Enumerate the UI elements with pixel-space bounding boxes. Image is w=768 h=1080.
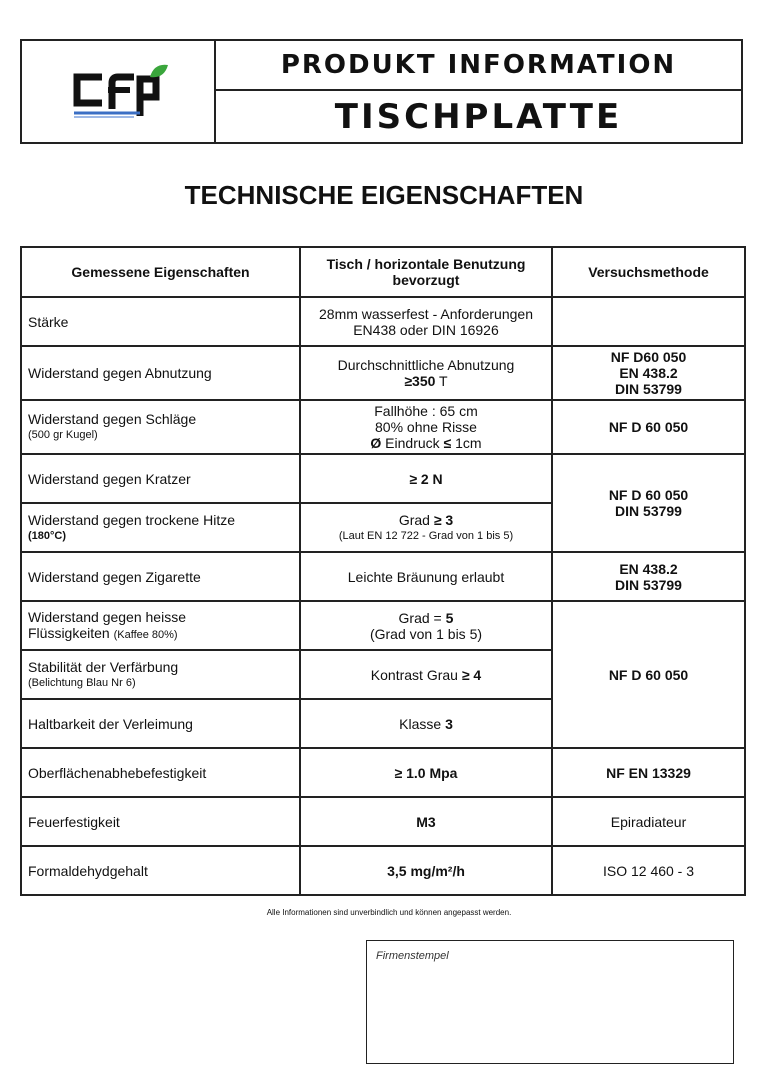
table-row [21,454,745,503]
table-row [21,797,745,846]
property-note: (Kaffee 80%) [113,628,178,641]
value-cell [300,699,552,748]
value-cell: M3 [300,797,552,846]
property-cell: Haltbarkeit der Verleimung [21,699,300,748]
value-line: Fallhöhe : 65 cm [374,403,478,419]
property-note: (500 gr Kugel) [28,429,98,441]
value-cell [300,601,552,650]
value-line [307,435,545,451]
header-method: Versuchsmethode [552,247,745,297]
method-line: NF D 60 050 [608,487,689,503]
cfp-logo [22,41,216,142]
value-line [307,610,545,626]
method-line: EN 438.2 [619,365,678,381]
method-cell: Epiradiateur [552,797,745,846]
method-cell: ISO 12 460 - 3 [552,846,745,895]
property-cell: Widerstand gegen Zigarette [21,552,300,601]
value-cell [300,297,552,346]
doc-title: PRODUKT INFORMATION [216,41,741,91]
property-label: Stabilität der Verfärbung [28,658,179,675]
value-bold: ≥ 3 [433,511,454,528]
method-line: DIN 53799 [615,381,682,397]
value-rest: Grad [398,511,434,528]
header-box [20,39,743,144]
value-line: Durchschnittliche Abnutzung [337,357,515,373]
value-rest: Klasse [399,715,446,732]
property-label: Widerstand gegen trockene Hitze [28,511,235,528]
table-row [21,346,745,400]
property-cell: Oberflächenabhebefestigkeit [21,748,300,797]
value-note: (Grad von 1 bis 5) [369,625,483,642]
value-note: (Laut EN 12 722 - Grad von 1 bis 5) [338,529,514,542]
method-cell-merged: NF D 60 050 [552,601,745,748]
value-cell: 3,5 mg/m²/h [300,846,552,895]
value-line: 80% ohne Risse [375,419,477,435]
value-rest: 1cm [451,435,482,451]
value-cell [300,400,552,454]
method-cell: NF D 60 050 [552,400,745,454]
table-row [21,552,745,601]
value-cell [300,650,552,699]
value-bold: ≥350 [404,373,436,389]
value-cell: ≥ 1.0 Mpa [300,748,552,797]
property-label [28,625,293,643]
value-rest: Kontrast Grau [370,666,462,683]
method-cell: NF EN 13329 [552,748,745,797]
property-note: (180°C) [28,529,67,542]
method-line: NF D60 050 [610,349,687,365]
stamp-label: Firmenstempel [376,950,449,962]
value-line [307,373,545,389]
property-cell [21,650,300,699]
value-bold: 3 [445,715,453,732]
value-rest: Eindruck [381,435,444,451]
method-line: DIN 53799 [615,576,682,593]
property-cell: Widerstand gegen Kratzer [21,454,300,503]
property-cell [21,503,300,552]
value-cell: Leichte Bräunung erlaubt [300,552,552,601]
header-property: Gemessene Eigenschaften [21,247,300,297]
value-cell [300,503,552,552]
table-header-row [21,247,745,297]
header-usage: Tisch / horizontale Benutzung bevorzugt [300,247,552,297]
property-cell [21,400,300,454]
table-row [21,846,745,895]
logo-cell [22,41,216,142]
value-cell: ≥ 2 N [300,454,552,503]
value-bold: 5 [445,609,454,626]
properties-table [20,246,746,896]
property-cell: Stärke [21,297,300,346]
property-label: Widerstand gegen Schläge [28,411,197,427]
value-line: EN438 oder DIN 16926 [353,321,499,338]
company-stamp-box [366,940,734,1064]
table-row [21,748,745,797]
table-row [21,297,745,346]
method-cell [552,552,745,601]
value-cell [300,346,552,400]
value-bold: ≤ [443,435,452,451]
property-cell: Feuerfestigkeit [21,797,300,846]
table-row [21,400,745,454]
method-line: DIN 53799 [615,503,682,519]
property-label: Widerstand gegen heisse [28,608,186,625]
value-bold: ≥ 4 [461,666,482,683]
method-cell-merged [552,454,745,552]
method-cell [552,346,745,400]
table-row [21,601,745,650]
value-line: 28mm wasserfest - Anforderungen [319,305,533,322]
property-note: (Belichtung Blau Nr 6) [28,676,136,689]
method-cell [552,297,745,346]
property-cell: Formaldehydgehalt [21,846,300,895]
value-rest: T [435,373,448,389]
doc-subtitle: TISCHPLATTE [334,96,623,137]
property-cell [21,601,300,650]
value-bold: Ø [370,435,382,451]
section-heading: TECHNISCHE EIGENSCHAFTEN [184,180,584,210]
property-label-part: Flüssigkeiten [28,624,114,641]
value-rest: Grad = [398,609,446,626]
method-line: EN 438.2 [619,560,678,577]
property-cell: Widerstand gegen Abnutzung [21,346,300,400]
disclaimer-note: Alle Informationen sind unverbindlich und können angepasst werden. [266,908,512,917]
value-line [307,512,545,528]
